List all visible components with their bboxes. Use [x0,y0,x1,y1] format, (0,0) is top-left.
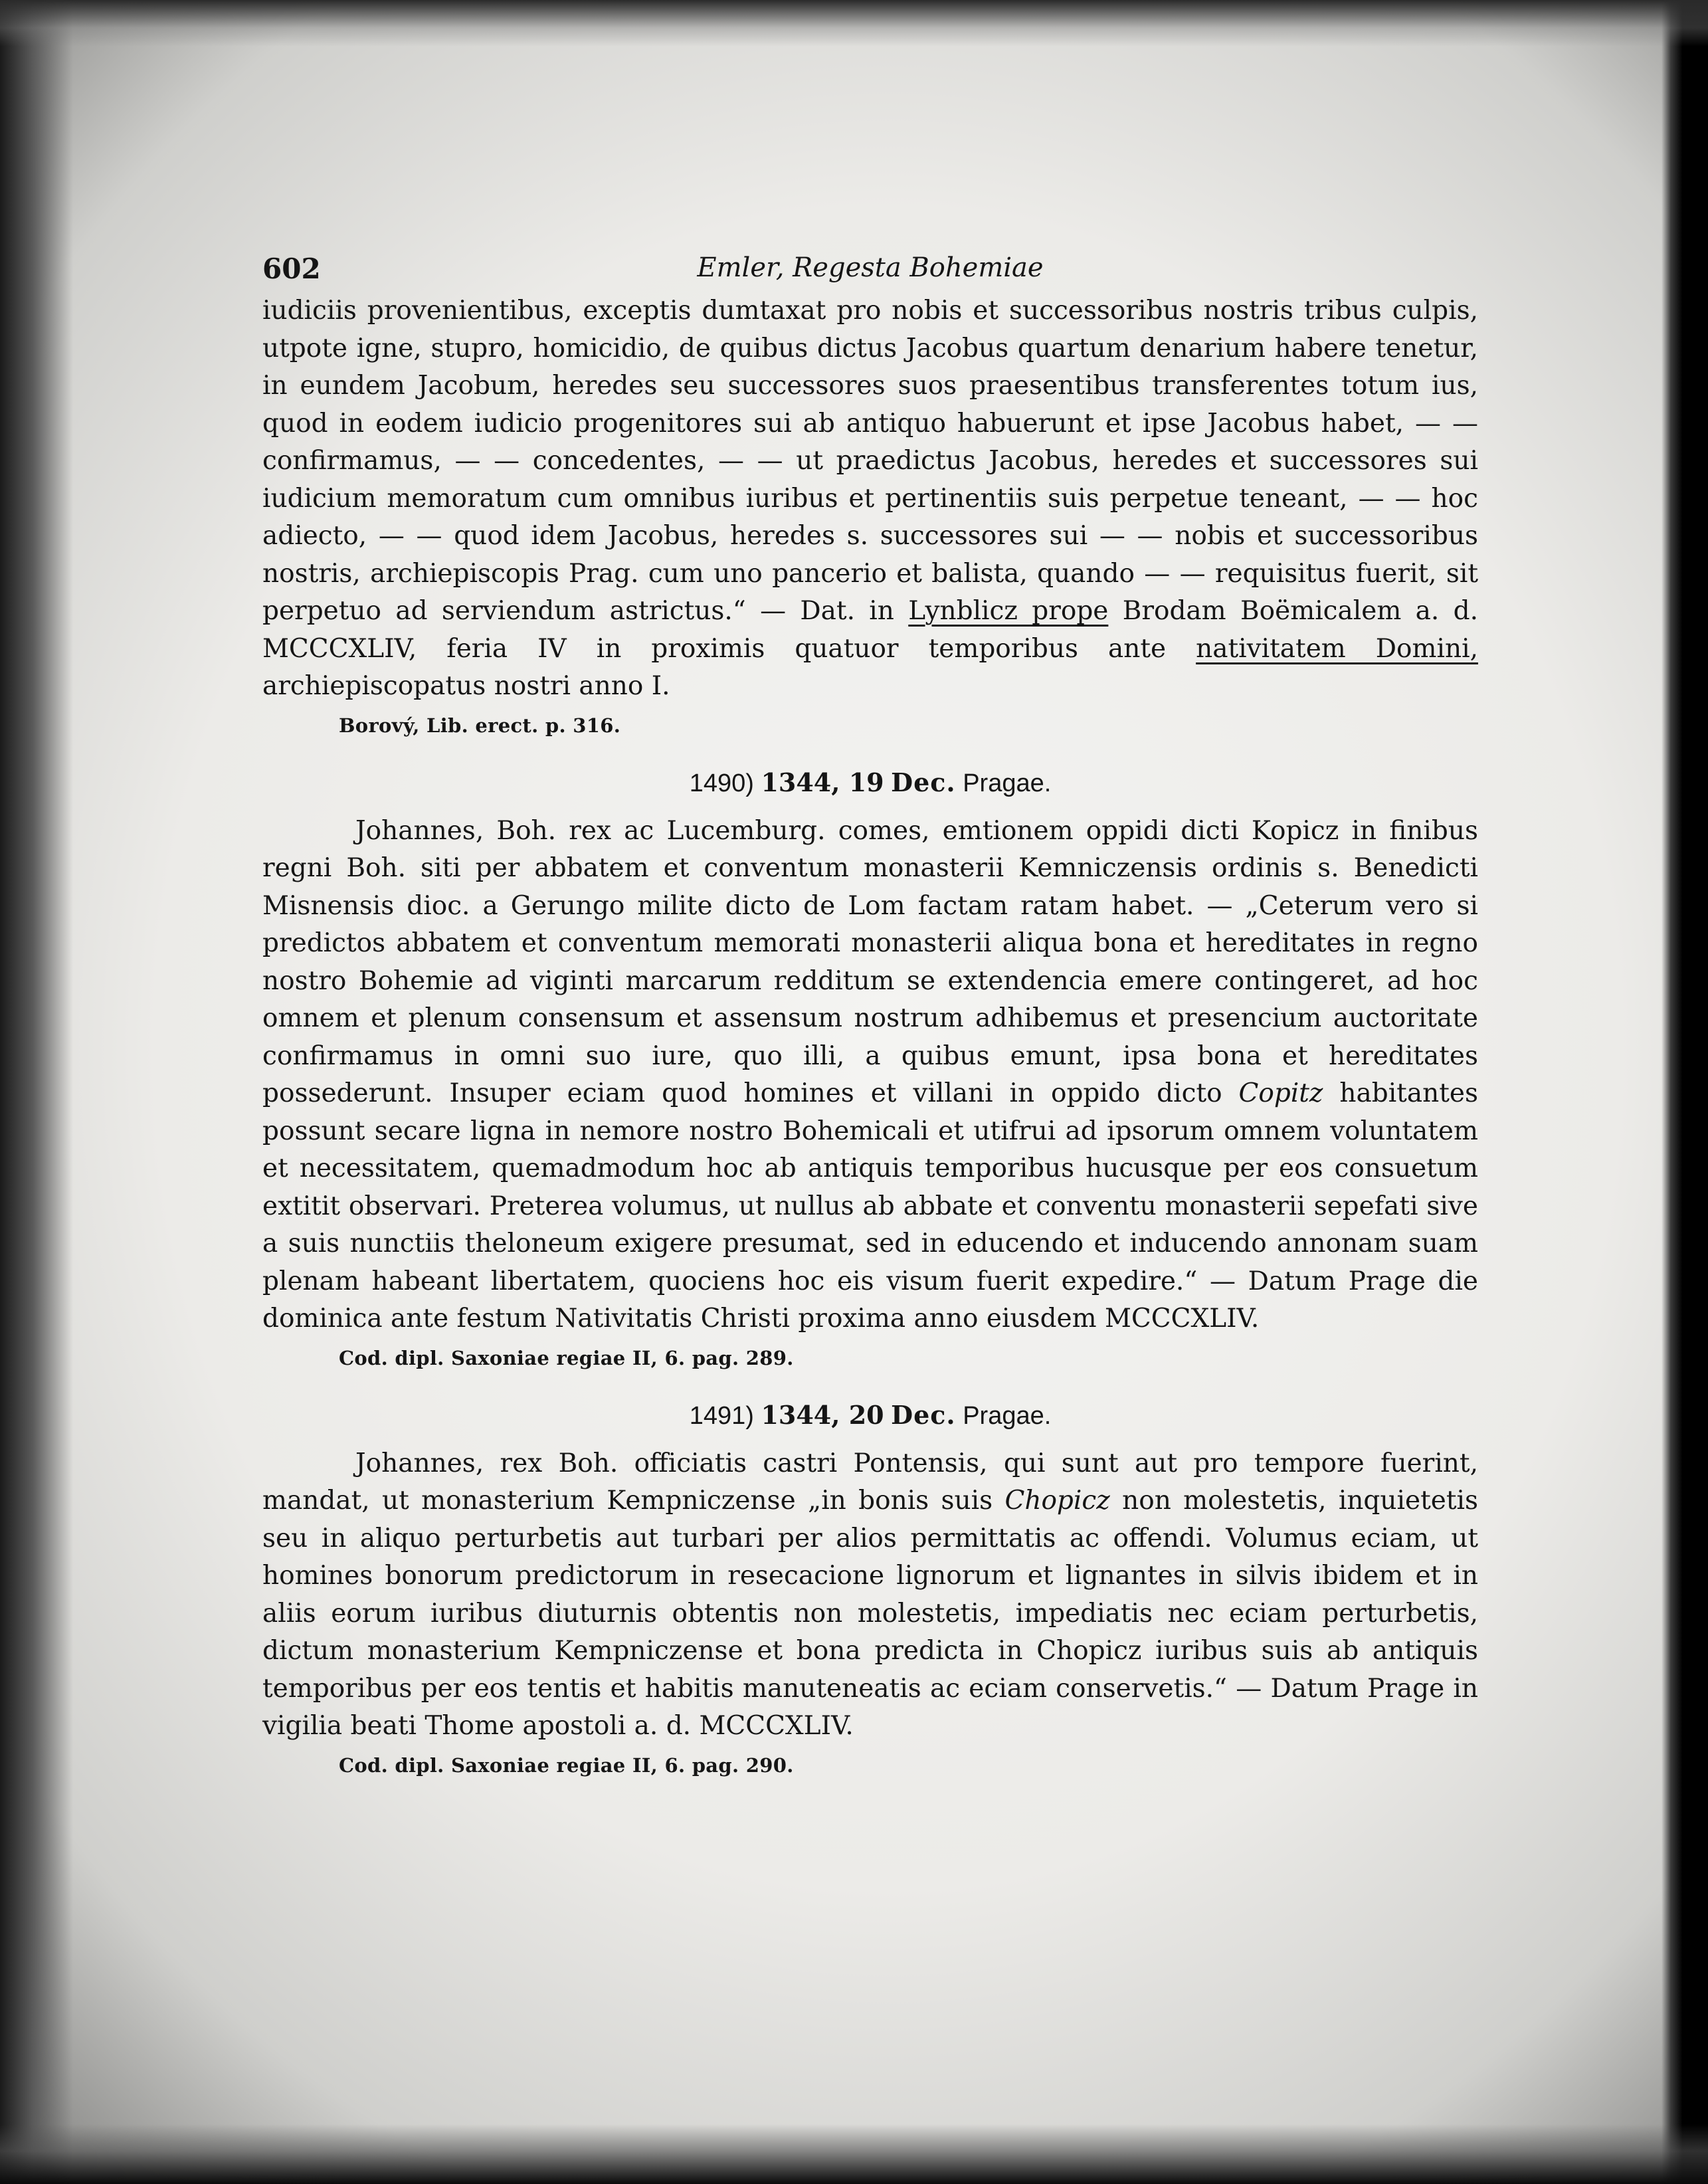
entry-place: Pragae. [963,769,1052,797]
document-page [262,252,1478,1779]
source-citation: Cod. dipl. Saxoniae regiae II, 6. pag. 289. [339,1346,794,1369]
entry-number: 1491) [689,1401,754,1430]
underlined-feast: nativitatem Domini, [1196,633,1478,664]
entry-date: 1344, 20 [761,1399,884,1430]
entry-text-1491 [262,1445,1478,1745]
page-number: 602 [262,252,321,285]
entry-text-part: Johannes, Boh. rex ac Lucemburg. comes, emtionem oppidi dicti Kopicz in finibus regni Boh. siti per abbatem et conventum monasterii Kemniczensis ordinis s. Benedicti Misnensis dioc. a Gerungo milite dicto de Lom factam ratam habet. — „Ceterum vero si predictos abbatem et conventum memorati monasterii aliqua bona et hereditates in regno nostro Bohemie ad viginti marcarum redditum se extendencia emere contingeret, ad hoc omnem et plenum consensum et assensum nostrum adhibemus et presencium auctoritate confirmamus in omni suo iure, quo illi, a quibus emunt, ipsa bona et hereditates possederunt. Insuper eciam quod homines et villani in oppido dicto [262,815,1478,1108]
continuation-text-3: archiepiscopatus nostri anno I. [262,671,670,701]
underlined-place: Lynblicz prope [908,596,1109,626]
italic-place-name: Chopicz [1004,1486,1110,1516]
source-citation: Borový, Lib. erect. p. 316. [339,714,621,737]
entry-month: Dec. [891,767,956,797]
scan-shadow-left [0,0,73,2184]
entry-text-part: habitantes possunt secare ligna in nemore nostro Bohemicali et utifrui ad ipsorum omnem voluntatem et necessitatem, quemadmodum hoc ab antiquis temporibus hucusque per eos consuetum extitit observari. Preterea volumus, ut nullus ab abbate et conventu monasterii sepefati sive a suis nunctiis theloneum exigere presumat, sed in educendo et inducendo annonam suam plenam habeant libertatem, quociens hoc eis visum fuerit expedire.“ — Datum Prage die dominica ante festum Nativitatis Christi proxima anno eiusdem MCCCXLIV. [262,1078,1478,1334]
running-title: Emler, Regesta Bohemiae [697,252,1044,283]
entry-number: 1490) [689,769,754,797]
entry-date: 1344, 19 [761,767,884,797]
entry-text-part: Johannes, rex Boh. officiatis castri Pontensis, qui sunt aut pro tempore fuerint, mandat, ut monasterium Kempniczense „in bonis suis [262,1448,1478,1516]
source-citation: Cod. dipl. Saxoniae regiae II, 6. pag. 290. [339,1753,794,1777]
entry-heading-1491 [262,1395,1478,1436]
continuation-paragraph [262,292,1478,706]
continuation-text-2: Brodam Boëmicalem a. d. MCCCXLIV, feria IV in proximis quatuor temporibus ante [262,596,1478,664]
scan-shadow-right [1661,0,1708,2184]
entry-place: Pragae. [963,1401,1052,1430]
entry-text-1490 [262,813,1478,1338]
entry-heading-1490 [262,763,1478,803]
continuation-text-1: iudiciis provenientibus, exceptis dumtaxat pro nobis et successoribus nostris tribus culpis, utpote igne, stupro, homicidio, de quibus dictus Jacobus quartum denarium habere tenetur, in eundem Jacobum, heredes seu successores suos praesentibus transferentes totum ius, quod in eodem iudicio progenitores sui ab antiquo habuerunt et ipse Jacobus habet, — — confirmamus, — — concedentes, — — ut praedictus Jacobus, heredes et successores sui iudicium memoratum cum omnibus iuribus et pertinentiis suis perpetue teneant, — — hoc adiecto, — — quod idem Jacobus, heredes s. successores sui — — nobis et successoribus nostris, archiepiscopis Prag. cum uno pancerio et balista, quando — — requisitus fuerit, sit perpetuo ad serviendum astrictus.“ — Dat. in [262,296,1478,626]
scan-shadow-bottom [0,2124,1708,2184]
entry-text-part: non molestetis, inquietetis seu in aliquo perturbetis aut turbari per alios permittatis ac offendi. Volumus eciam, ut homines bonorum predictorum in resecacione lignorum et lignantes in silvis ibidem et in aliis eorum iuribus diuturnis obtentis non molestetis, impediatis nec eciam perturbetis, dictum monasterium Kempniczense et bona predicta in Chopicz iuribus suis ab antiquis temporibus per eos tentis et habitis manuteneatis ac eciam conservetis.“ — Datum Prage in vigilia beati Thome apostoli a. d. MCCCXLIV. [262,1486,1478,1741]
italic-place-name: Copitz [1238,1078,1323,1108]
scan-shadow-top [0,0,1708,47]
running-head [262,252,1478,292]
entry-month: Dec. [891,1399,956,1430]
